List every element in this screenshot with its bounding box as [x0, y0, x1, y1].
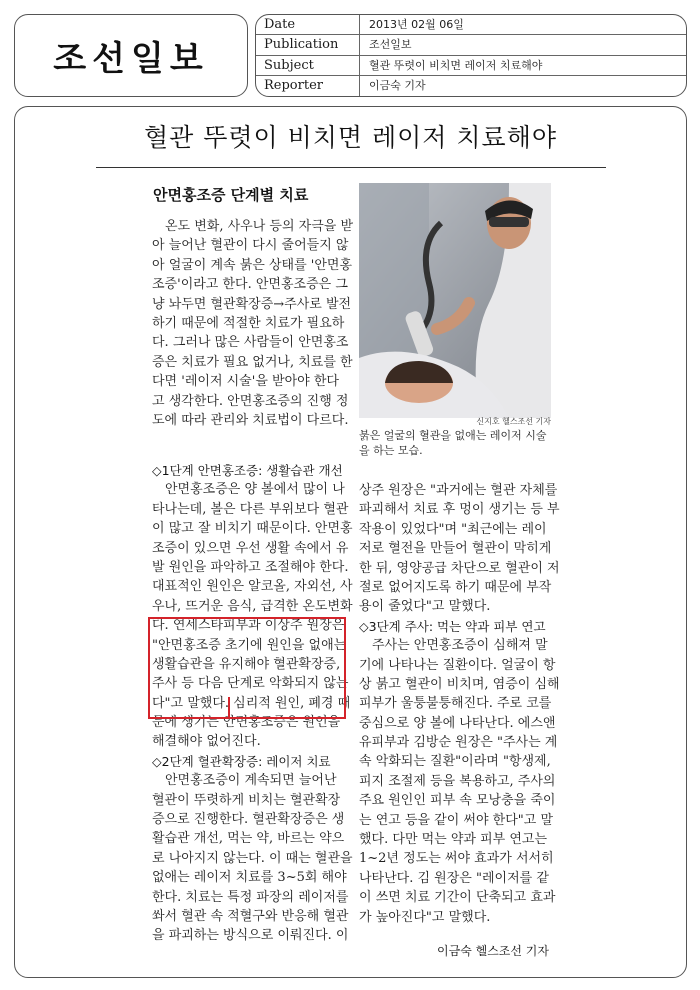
text-line: 냥 놔두면 혈관확장증→주사로 발전: [152, 296, 352, 312]
meta-key: Date: [256, 15, 360, 34]
text-line: 을 파괴하는 방식으로 이뤄진다. 이: [152, 928, 349, 944]
text-line: 대표적인 원인은 알코올, 자외선, 사: [152, 579, 353, 595]
text-line: 이 쓰면 치료 기간이 단축되고 효과: [359, 890, 556, 906]
text-line: 한 뒤, 영양공급 차단으로 혈관이 저: [359, 560, 560, 576]
caption-line: 을 하는 모습.: [359, 444, 423, 457]
headline: 혈관 뚜렷이 비치면 레이저 치료해야: [143, 123, 558, 152]
text-line: 조증이 있으면 우선 생활 속에서 유: [152, 540, 349, 556]
subheadline: 안면홍조증 단계별 치료: [153, 186, 309, 204]
text-line: 타나는데, 볼은 다른 부위보다 혈관: [152, 501, 349, 517]
right-column-body: [359, 481, 560, 927]
meta-row-subject: [256, 56, 686, 76]
text-line: 해결해야 없어진다.: [152, 734, 261, 750]
text-line: 가 높아진다"고 말했다.: [359, 909, 491, 925]
meta-row-date: [256, 15, 686, 35]
meta-row-publication: [256, 35, 686, 55]
text-line: 다. 연세스타피부과 이상주 원장은: [152, 618, 345, 634]
text-line: 활습관 개선, 먹는 약, 바르는 약으: [152, 831, 345, 847]
text-line: 용이 줄었다"고 말했다.: [359, 599, 491, 615]
text-line: 도에 따라 관리와 치료법이 다르다.: [152, 412, 349, 428]
text-line: 다면 '레이저 시술'을 받아야 한다: [152, 374, 339, 390]
meta-value: 조선일보: [369, 38, 412, 52]
section-heading-stage1: ◇1단계 안면홍조증: 생활습관 개선: [152, 463, 343, 478]
text-line: 온도 변화, 사우나 등의 자극을 받: [165, 219, 354, 234]
text-line: 한다. 치료는 특정 파장의 레이저를: [152, 889, 349, 905]
article-photo: [359, 183, 551, 418]
text-line: 저로 혈전을 만들어 혈관이 막히게: [359, 541, 552, 557]
text-line: 혈관이 뚜렷하게 비치는 혈관확장: [152, 792, 341, 808]
text-line: 중심으로 양 볼에 나타난다. 에스앤: [359, 715, 556, 731]
meta-value: 이금숙 기자: [369, 78, 426, 92]
meta-table: [255, 14, 687, 97]
text-line: 하기 때문에 적절한 치료가 필요하: [152, 315, 345, 331]
text-line: 피부가 울퉁불퉁해진다. 주로 코를: [359, 696, 552, 712]
text-line: 기에 나타나는 질환이다. 얼굴이 항: [359, 657, 556, 673]
section-heading-stage3: ◇3단계 주사: 먹는 약과 피부 연고: [359, 618, 546, 634]
text-line: 쏴서 혈관 속 적혈구와 반응해 혈관: [152, 908, 349, 924]
text-line: 했다. 다만 먹는 약과 피부 연고는: [359, 832, 548, 848]
photo-caption: [359, 428, 551, 458]
text-line: 파괴해서 치료 후 멍이 생기는 등 부: [359, 502, 560, 518]
caption-line: 붉은 얼굴의 혈관을 없애는 레이저 시술: [359, 429, 547, 442]
text-line: "안면홍조증 초기에 원인을 없애는: [152, 637, 347, 653]
text-line: 발 원인을 파악하고 조절해야 한다.: [152, 559, 349, 575]
text-line: 상 붉고 혈관이 비치며, 염증이 심해: [359, 676, 560, 692]
section-heading-stage2: ◇2단계 혈관확장증: 레이저 치료: [152, 753, 331, 769]
text-line: 주사 등 다음 단계로 악화되지 않는: [152, 676, 349, 692]
text-line: 속 악화되는 질환"이라며 "항생제,: [359, 754, 551, 770]
text-line: 절로 없어지도록 하기 때문에 부작: [359, 579, 552, 595]
intro-paragraph: [152, 217, 354, 430]
text-line: 이 많고 잘 비치기 때문이다. 안면홍: [152, 521, 353, 537]
text-line: 없애는 레이저 치료를 3~5회 해야: [152, 870, 347, 886]
masthead-logo: 조선일보: [53, 39, 209, 79]
text-line: 고 생각한다. 안면홍조증의 진행 정: [152, 393, 349, 409]
text-line: 우나, 뜨거운 음식, 급격한 온도변화: [152, 598, 353, 614]
meta-key: Subject: [256, 56, 360, 75]
byline: 이금숙 헬스조선 기자: [437, 944, 549, 958]
text-line: 주요 원인인 피부 속 모낭충을 죽이: [359, 793, 556, 809]
text-line: 문에 생기는 안면홍조증은 원인을: [152, 715, 341, 731]
meta-key: Publication: [256, 35, 360, 54]
meta-value: 2013년 02월 06일: [369, 18, 464, 31]
text-line: 생활습관을 유지해야 혈관확장증,: [152, 656, 341, 672]
text-line: 유피부과 김방순 원장은 "주사는 계: [359, 735, 558, 751]
text-line: 로 나아지지 않는다. 이 때는 혈관을: [152, 850, 353, 866]
text-line: 나타난다. 김 원장은 "레이저를 같: [359, 870, 549, 886]
text-line: 다"고 말했다. 심리적 원인, 폐경 때: [152, 695, 351, 711]
article-frame: [14, 106, 687, 978]
masthead-logo-box: [14, 14, 248, 97]
text-line: 아 얼굴이 계속 붉은 상태를 '안면홍: [152, 257, 353, 273]
headline-divider: [96, 167, 606, 168]
text-line: 주사는 안면홍조증이 심해져 말: [372, 638, 548, 654]
quote-highlight-box-tail: [148, 697, 230, 719]
text-line: 다. 그러나 많은 사람들이 안면홍조: [152, 335, 349, 351]
meta-value: 혈관 뚜렷이 비치면 레이저 치료해야: [369, 58, 543, 72]
text-line: 증은 치료가 필요 없거나, 치료를 한: [152, 354, 353, 370]
text-line: 피지 조절제 등을 복용하고, 주사의: [359, 773, 556, 789]
text-line: 는 연고 등을 같이 써야 한다"고 말: [359, 812, 554, 828]
laser-treatment-photo: [359, 183, 551, 418]
text-line: 상주 원장은 "과거에는 혈관 자체를: [359, 483, 558, 498]
text-line: 안면홍조증은 양 볼에서 많이 나: [165, 482, 345, 498]
text-line: 증으로 진행한다. 혈관확장증은 생: [152, 812, 345, 828]
text-line: 작용이 있었다"며 "최근에는 레이: [359, 521, 547, 537]
photo-credit: 신지호 헬스조선 기자: [476, 417, 551, 426]
text-line: 조증'이라고 한다. 안면홍조증은 그: [152, 277, 348, 293]
text-line: 1~2년 정도는 써야 효과가 서서히: [359, 851, 554, 867]
text-line: 안면홍조증이 계속되면 늘어난: [165, 773, 337, 789]
meta-row-reporter: [256, 76, 686, 96]
meta-key: Reporter: [256, 76, 360, 96]
text-line: 아 늘어난 혈관이 다시 줄어들지 않: [152, 238, 349, 254]
